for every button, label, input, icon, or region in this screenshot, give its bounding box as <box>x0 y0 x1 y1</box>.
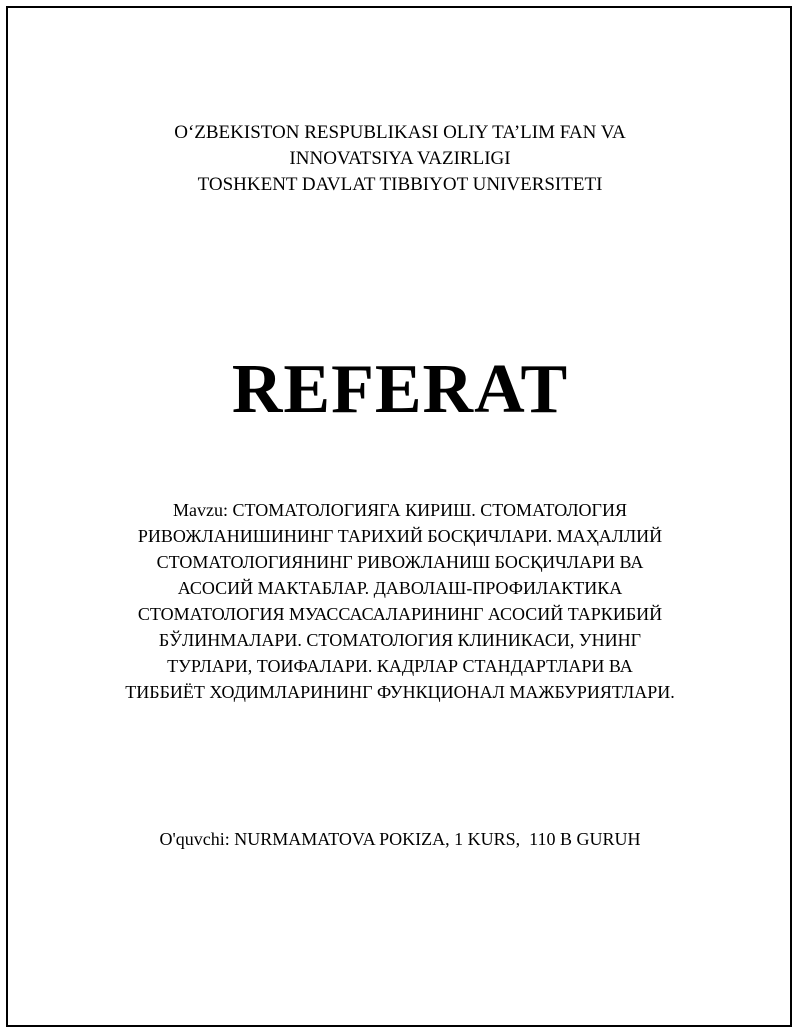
student-info: O'quvchi: NURMAMATOVA POKIZA, 1 KURS, 110 B GURUH <box>159 829 641 849</box>
topic-line: Mavzu: СТОМАТОЛОГИЯГА КИРИШ. СТОМАТОЛОГИЯ <box>173 500 627 520</box>
topic-line: СТОМАТОЛОГИЯНИНГ РИВОЖЛАНИШ БОСҚИЧЛАРИ ВА <box>156 552 644 572</box>
institution-header <box>0 120 800 198</box>
university-name: TOSHKENT DAVLAT TIBBIYOT UNIVERSITETI <box>197 174 603 195</box>
topic-line: БЎЛИНМАЛАРИ. СТОМАТОЛОГИЯ КЛИНИКАСИ, УНИНГ <box>158 630 642 650</box>
ministry-name-line-2: INNOVATSIYA VAZIRLIGI <box>289 148 511 169</box>
ministry-name-line-1: O‘ZBEKISTON RESPUBLIKASI OLIY TA’LIM FAN VA <box>174 122 626 143</box>
topic-line: ТУРЛАРИ, ТОИФАЛАРИ. КАДРЛАР СТАНДАРТЛАРИ ВА <box>167 656 633 676</box>
topic-line: АСОСИЙ МАКТАБЛАР. ДАВОЛАШ-ПРОФИЛАКТИКА <box>177 578 623 598</box>
document-title: REFERAT <box>231 351 569 428</box>
topic-line: ТИББИЁТ ХОДИМЛАРИНИНГ ФУНКЦИОНАЛ МАЖБУРИЯТЛАРИ. <box>125 682 675 702</box>
topic-line: РИВОЖЛАНИШИНИНГ ТАРИХИЙ БОСҚИЧЛАРИ. МАҲАЛЛИЙ <box>137 526 663 546</box>
topic-block <box>0 497 800 705</box>
topic-line: СТОМАТОЛОГИЯ МУАССАСАЛАРИНИНГ АСОСИЙ ТАРКИБИЙ <box>137 604 663 624</box>
